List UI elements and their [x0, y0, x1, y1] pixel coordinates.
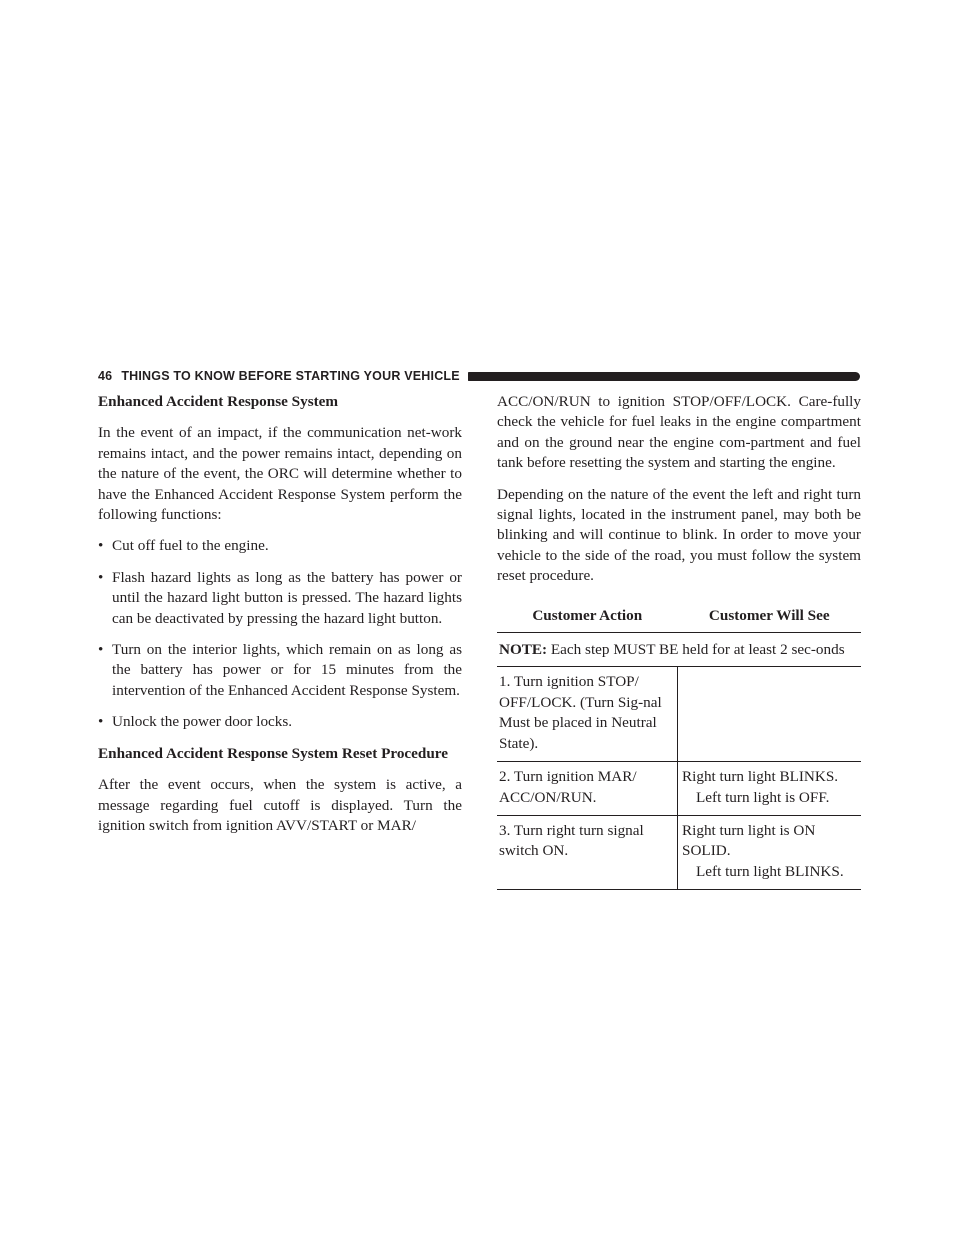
outcome-line: Left turn light BLINKS.	[696, 862, 844, 880]
reset-paragraph: After the event occurs, when the system is active, a message regarding fuel cutoff is displayed. Turn the ignition switch from ignition AVV/START or MAR/	[98, 776, 462, 834]
action-cell: 3. Turn right turn signal switch ON.	[497, 815, 678, 889]
bullet-icon: •	[98, 568, 104, 586]
section-heading: Enhanced Accident Response System	[98, 393, 339, 410]
table-row	[497, 762, 861, 816]
reset-intro-paragraph: Depending on the nature of the event the left and right turn signal lights, located in the instrument panel, may both be blinking and will continue to blink. In order to move your vehicle to the side of the road, you must follow the system reset procedure.	[497, 485, 861, 585]
note-text: Each step MUST BE held for at least 2 sec-onds	[547, 641, 845, 659]
outcome-cell	[678, 667, 862, 762]
bullet-icon: •	[98, 641, 104, 659]
action-cell: 1. Turn ignition STOP/ OFF/LOCK. (Turn Sig-nal Must be placed in Neutral State).	[497, 667, 678, 762]
page-header	[98, 367, 860, 385]
note-row	[497, 633, 861, 667]
note-cell	[497, 633, 861, 667]
bullet-icon: •	[98, 713, 104, 731]
intro-paragraph: In the event of an impact, if the communication net-work remains intact, and the power remains intact, depending on the nature of the event, the ORC will determine whether to have the Enhanced Accident Response System perform the following functions:	[98, 424, 462, 524]
right-column	[497, 392, 861, 890]
table-row	[497, 815, 861, 889]
list-item-text: Cut off fuel to the engine.	[112, 537, 269, 555]
list-item	[98, 536, 462, 556]
column-header-see: Customer Will See	[678, 603, 862, 633]
continuation-paragraph: ACC/ON/RUN to ignition STOP/OFF/LOCK. Care-fully check the vehicle for fuel leaks in the engine compartment and on the ground near the engine com-partment and fuel tank before resetting the system and starting the engine.	[497, 393, 861, 472]
list-item-text: Unlock the power door locks.	[112, 713, 293, 731]
running-title: THINGS TO KNOW BEFORE STARTING YOUR VEHICLE	[121, 369, 460, 383]
outcome-line: Left turn light is OFF.	[696, 788, 830, 806]
outcome-line: Right turn light is ON SOLID.	[682, 821, 816, 860]
table-header-row	[497, 603, 861, 633]
function-list	[98, 536, 462, 732]
list-item-text: Turn on the interior lights, which remain on as long as the battery has power or for 15 minutes from the intervention of the Enhanced Accident Response System.	[112, 641, 462, 699]
outcome-line: Right turn light BLINKS.	[682, 768, 839, 786]
list-item	[98, 568, 462, 629]
note-label: NOTE:	[499, 641, 548, 659]
header-rule	[468, 372, 860, 381]
left-column	[98, 392, 462, 836]
list-item	[98, 640, 462, 701]
column-header-action: Customer Action	[497, 603, 678, 633]
page-number: 46	[98, 369, 113, 383]
table-row	[497, 667, 861, 762]
reset-procedure-table	[497, 603, 861, 890]
outcome-cell	[678, 762, 862, 816]
list-item-text: Flash hazard lights as long as the battery has power or until the hazard light button is pressed. The hazard lights can be deactivated by pressing the hazard light button.	[112, 568, 462, 627]
bullet-icon: •	[98, 537, 104, 555]
outcome-cell	[678, 815, 862, 889]
action-cell: 2. Turn ignition MAR/ ACC/ON/RUN.	[497, 762, 678, 816]
subsection-heading: Enhanced Accident Response System Reset Procedure	[98, 744, 448, 762]
list-item	[98, 712, 462, 732]
